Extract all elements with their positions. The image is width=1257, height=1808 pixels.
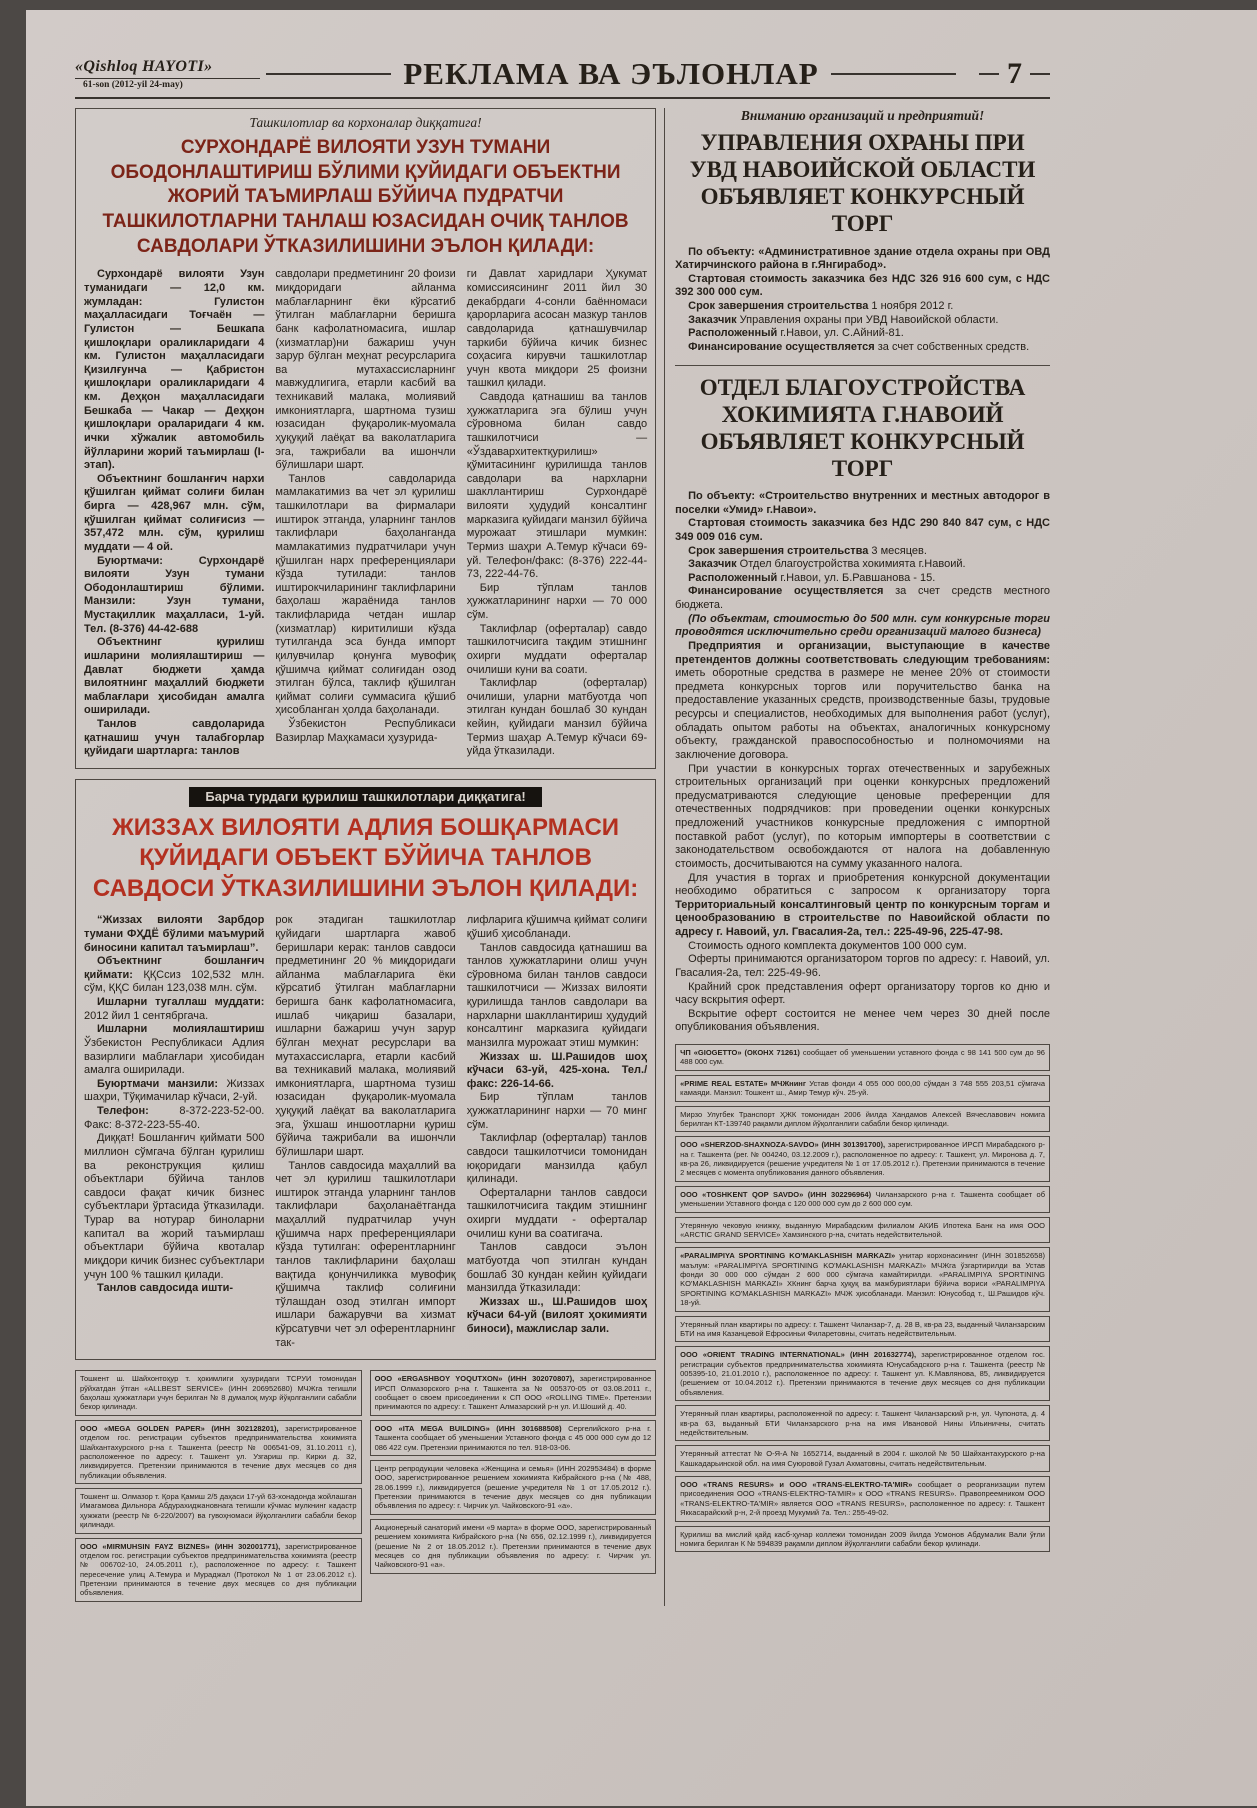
paragraph: Савдода қатнашиш ва танлов ҳужжатларига эга бўлиш учун сўровнома билан савдо ташкилотчиси — «Ўздавархитектқурилиш» қўмитасининг қурилишда танлов савдолари ва нархларни шакллантириш Сурхондарё вилояти ҳудудий консалтинг марказига қуйидаги манзил бўйича мурожаат этишлари мумкин: Термиз шаҳри А.Темур кўчаси 69-уй. Телефон/факс: (8-376) 222-44-73, 222-44-76. [466,391,648,581]
paragraph: Танлов савдоларида қатнашиш учун талабгорлар қуйидаги шартларга: танлов [84,718,265,758]
paragraph: По объекту: «Административное здание отдела охраны при ОВД Хатирчинского района в г.Янгирабод». [675,245,1050,272]
right-column [664,108,1050,1606]
ad-lead: ООО «SHERZOD-SHAXNOZA-SAVDO» (ИНН 301391700), [680,1140,888,1150]
newspaper-page [26,10,1257,1806]
article-body [675,490,1050,1035]
paragraph: Финансирование осуществляется за счет средств местного бюджета. [675,585,1050,611]
paragraph: Танлов савдосида ишти- [97,1282,234,1295]
paragraph-lead: Расположенный [688,571,781,584]
page-header [75,56,1050,99]
paragraph: Стоимость одного комплекта документов 100 000 сум. [688,939,967,952]
paragraph: Таклифлар (оферталар) танлов савдоси ташкилотчиси томонидан юқоридаги манзилда қабул қилинади. [466,1132,648,1186]
paragraph: Жиззах ш. Ш.Рашидов шоҳ кўчаси 63-уй, 425-хона. Тел./факс: 226-14-66. [466,1050,648,1090]
article-jizzax-tender [75,779,656,1360]
ad-lead: «PRIME REAL ESTATE» МЧЖнинг [680,1078,810,1088]
paragraph-lead: Расположенный [688,327,781,340]
paragraph: Диққат! Бошланғич қиймати 500 миллион сўмгача бўлган қурилиш ва реконструкция қилиш объектлари бўйича танлов савдоси фақат кичик бизнес субъектлари ўртасида ўтказилади. Турар ва нотурар биноларни капитал ва жорий таъмирлаш объектлари бўйича квоталар миқдори кичик бизнес субъектлари учун 100 % ташкил қилади. [84,1132,265,1281]
paragraph: Объектнинг бошланғич нархи қўшилган қиймат солиғи билан бирга — 428,967 млн. сўм, қўшилган қиймат солиғисиз — 357,472 млн. сўм, қурилиш муддати — 4 ой. [84,472,265,553]
text-column-2 [275,268,455,759]
paragraph: Бир тўплам танлов ҳужжатларининг нархи — 70 000 сўм. [466,581,648,622]
paragraph: Танлов савдосида маҳаллий ва чет эл қурилиш ташкилотлари иштирок этганда уларнинг танлов таклифлари баҳоланаётганда маҳаллий пудратчилар учун қўшимча нарх преференциялари кўзда тутилган: оферентларнинг танлов таклифларини баҳолаш вақтида қонунчиликка мувофиқ қўшимча таклиф солиғини тўлашдан озод этилган импорт ишлари бажарувчи ва хизмат кўрсатувчи чет эл оферентларнинг так- [275,1159,456,1349]
paragraph: Таклифлар (оферталар) очилиши, уларни матбуотда чоп этилган кундан бошлаб 30 кундан кейин, қуйидаги манзил бўйича Термиз шаҳар А.Темур кўчаси 69-уйда ўтказилади. [466,677,648,758]
paragraph: Оферты принимаются организатором торгов по адресу: г. Навоий, ул. Гвасалия-2а, тел: 225-49-96. [675,953,1050,979]
classified-ad: Утерянную чековую книжку, выданную Мирабадским филиалом АКИБ Ипотека Банк на имя ООО «ARCTIC GRAND SERVICE» Хамзинского р-на, считать недействительной. [675,1217,1050,1244]
paragraph: Оферталарни танлов савдоси ташкилотчисига тақдим этишнинг охирги муддати - оферталар очилиш куни ва соатигача. [466,1186,648,1240]
classified-ad: «PRIME REAL ESTATE» МЧЖнинг Устав фонди 4 055 000 000,00 сўмдан 3 748 555 203,51 сўмгача камаяди. Манзил: Тошкент ш., Амир Темур кўч. 25-уй. [675,1075,1050,1102]
section-divider [675,365,1050,366]
paragraph: Вскрытие оферт состоится не менее чем через 30 дней после опубликования объявления. [675,1007,1050,1034]
paragraph: Танлов савдоси эълон матбуотда чоп этилган кундан бошлаб 30 кундан кейин қуйидаги манзилда ўтказилади: [466,1241,648,1295]
classified-ad: Қурилиш ва мислий қайд касб-ҳунар коллежи томонидан 2009 йилда Усмонов Абдумалик Вали ўғли номига берилган К № 594839 рақамли диплом йўқолганлиги сабабли бекор қилинади. [675,1526,1050,1553]
article-notice-ru: Вниманию организаций и предприятий! [740,108,985,123]
classifieds-column-2 [370,1370,657,1606]
classified-ad: ООО «MIRMUHSIN FAYZ BIZNES» (ИНН 302001771), зарегистрированное отделом гос. регистрации субъектов предпринимательства хокимията (реестр № 006702-10, 24.05.2011 г.), расположенное по адресу: г. Ташкент пересечение улиц А.Темура и Мураджал (Протокол № 1 от 23.06.2012 г.). Претензии принимаются в течение двух месяцев со дня публикации объявления. [75,1538,362,1602]
article-body [84,914,647,1350]
classified-ad: Мирзо Улугбек Транспорт ҲЖК томонидан 2006 йилда Хандамов Алексей Вячеславович номига берилган КТ-139740 рақамли диплом йўқолганлиги сабабли бекор қилинади. [675,1106,1050,1133]
classified-ad: Утерянный аттестат № О-Я-А № 1652714, выданный в 2004 г. школой № 50 Шайхантахурского р-на Кашкадарьинской обл. на имя Суюровой Гузал Ахматовны, считать недействительным. [675,1445,1050,1472]
article-notice: Ташкилотлар ва корхоналар диққатига! [249,115,482,130]
article-title: ЖИЗЗАХ ВИЛОЯТИ АДЛИЯ БОШҚАРМАСИ ҚУЙИДАГИ ОБЪЕКТ БЎЙИЧА ТАНЛОВ САВДОСИ ЎТКАЗИЛИШИНИ ЭЪЛОН ҚИЛАДИ: [92,813,639,902]
classified-ad: ООО «ORIENT TRADING INTERNATIONAL» (ИНН 201632774), зарегистрированное отделом гос. регистрации субъектов предпринимательства хокимията Юнусабадского р-на г. Ташкента (реестр № 005395-10, 21.01.2010 г.), расположенное по адресу: г. Ташкент ул. К.Мавлянова, 85, ликвидируется (решением от 10.04.2012 г.). Претензии принимаются в течение двух месяцев со дня публикации объявления. [675,1346,1050,1401]
paragraph: Для участия в торгах и приобретения конкурсной документации необходимо обратиться с запросом к организатору торга Территориальный консалтинговый центр по конкурсным торгам и ценообразованию в строительстве по Навоийской области по адресу г. Навоий, ул. Гвасалия-2а, тел.: 225-49-96, 225-47-98. [675,871,1050,938]
paragraph: Предприятия и организации, выступающие в качестве претендентов должны соответствовать следующим требованиям: иметь оборотные средства в размере не менее 20% от стоимости предмета конкурсных торгов или поручительство банка на предоставление указанных средств, производственные базы, трудовые ресурсы и специалистов, необходимых для выполнения работ (услуг), обладать опытом работы на объектах, аналогичных конкурсному объекту, гражданской правоспособностью и полномочиями на заключение договора. [675,639,1050,761]
paragraph: Ишларни молиялаштириш Ўзбекистон Республикаси Адлия вазирлиги маблағлари ҳисобидан амалга оширилади. [84,1023,265,1077]
paragraph: Крайний срок представления оферт организатору торгов ко дню и часу вскрытия оферт. [675,980,1050,1007]
classified-ad: ООО «TRANS RESURS» и ООО «TRANS-ELEKTRO-TA'MIR» сообщает о реорганизации путем присоединения ООО «TRANS-ELEKTRO-TA'MIR» к ООО «TRANS RESURS». Правопреемником ООО «TRANS-ELEKTRO-TA'MIR» является ООО «TRANS RESURS», расположенное по адресу: г. Ташкент Яккасарайский р-н, 2-й проезд Мукумий 7а. Тел.: 255-49-02. [675,1476,1050,1522]
article-blagoustroystvo [675,374,1050,1036]
classifieds-column-1 [75,1370,362,1606]
section-title: РЕКЛАМА ВА ЭЪЛОНЛАР [403,56,819,91]
paragraph: Заказчик Отдел благоустройства хокимията г.Навоий. [688,558,966,571]
paragraph-lead: Заказчик [688,558,740,571]
article-title: СУРХОНДАРЁ ВИЛОЯТИ УЗУН ТУМАНИ ОБОДОНЛАШТИРИШ БЎЛИМИ ҚУЙИДАГИ ОБЪЕКТНИ ЖОРИЙ ТАЪМИРЛАШ БЎЙИЧА ПУДРАТЧИ ТАШКИЛОТЛАРНИ ТАНЛАШ ЮЗАСИДАН ОЧИҚ ТАНЛОВ САВДОЛАРИ ЎТКАЗИЛИШИНИ ЭЪЛОН ҚИЛАДИ: [102,137,629,257]
paragraph: лифларига қўшимча қиймат солиғи қўшиб ҳисобланади. [466,914,648,940]
paragraph: Финансирование осуществляется за счет собственных средств. [688,340,1030,353]
paragraph: Буюртмачи: Сурхондарё вилояти Узун тумани Ободонлаштириш бўлими. Манзили: Узун тумани, Мустақиллик маҳалласи, 1-уй. Тел. (8-376) 44-42-688 [84,554,265,635]
header-rule-left [266,73,391,75]
masthead-right [962,57,1050,91]
classified-ad: Акционерный санаторий имени «9 марта» в форме ООО, зарегистрированный решением хокимията Кибрайского р-на (№ 656, 02.12.1999 г.), ликвидируется (решение № 2 от 18.05.2012 г.). Претензии принимаются в течение двух месяцев со дня публикации объявления по адресу: г. Чирчик ул. Чайковского-91 «а». [370,1519,657,1574]
classified-ad: Тошкент ш. Шайхонтоҳур т. ҳокимлиги ҳузуридаги ТСРУИ томонидан рўйхатдан ўтган «ALLBEST SERVICE» (ИНН 206952680) МЧЖга тегишли баҳолаш ҳужжатлари учун берилган № 8 думалоқ муҳр йўқолганлиги сабабли бекор қилинади. [75,1370,362,1416]
masthead-left [75,58,260,90]
classified-ad: Утерянный план квартиры по адресу: г. Ташкент Чиланзар-7, д. 28 В, кв-ра 23, выданный Чиланзарским БТИ на имя Казанцевой Ефросиньи Филаретовны, считать недействительным. [675,1316,1050,1343]
paragraph: Расположенный г.Навои, ул. С.Айний-81. [688,327,904,340]
ad-lead: ООО «TOSHKENT QOP SAVDO» (ИНН 302296964) [680,1189,876,1199]
ad-lead: ООО «ERGASHBOY YOQUTXON» (ИНН 302070807), [374,1374,580,1384]
paragraph: Объектнинг қурилиш ишларини молиялаштириш — Давлат бюджети ҳамда вилоятнинг маҳаллий бюджети маблағлари ҳисобидан амалга оширилади. [84,636,265,717]
article-title: ОТДЕЛ БЛАГОУСТРОЙСТВА ХОКИМИЯТА Г.НАВОИЙ ОБЪЯВЛЯЕТ КОНКУРСНЫЙ ТОРГ [699,374,1026,481]
article-body [84,268,647,759]
page-number: 7 [1007,57,1022,90]
paragraph-lead: Ишларни молиялаштириш [97,1023,265,1036]
ad-lead: ООО «ITA MEGA BUILDING» (ИНН 301688508) [374,1423,569,1433]
paragraph: рок этадиган ташкилотлар қуйидаги шартларга жавоб беришлари керак: танлов савдоси предметининг 20 % миқдоридаги айланма маблағларига ёки кўрсатиб ўтилган маблағларни беришга банк кафолатномасига, ишлаб чиқариш базалари, ишларни бажариш учун зарур бўлган меҳнат ресурслари ва мутахассисларга, етарли касбий ва техникавий малака, молиявий имкониятларга, шартнома тузиш юзасидан фуқаролик-муомала ҳуқуқий лаёқат ва ваколатларига эга, ўхшаш иншоотларни қуриш бўйича тажрибали ва ишончли бўлишлари шарт. [275,914,456,1158]
paragraph: Срок завершения строительства 3 месяцев. [688,544,927,557]
ad-lead: ООО «ORIENT TRADING INTERNATIONAL» (ИНН 201632774), [680,1350,922,1360]
ad-lead: ООО «MEGA GOLDEN PAPER» (ИНН 302128201), [80,1423,286,1433]
paragraph-lead: Срок завершения строительства [688,300,872,312]
text-column-2 [275,914,455,1350]
paragraph: Стартовая стоимость заказчика без НДС 326 916 600 сум, с НДС 392 300 000 сум. [675,272,1050,299]
classified-ad: ООО «TOSHKENT QOP SAVDO» (ИНН 302296964) Чиланзарского р-на г. Ташкента сообщает об уменьшении Уставного фонда с 120 000 000 сум до 2 600 000 сум. [675,1186,1050,1213]
paragraph: Стартовая стоимость заказчика без НДС 290 840 847 сум, с НДС 349 009 016 сум. [675,517,1050,543]
attention-banner: Барча турдаги қурилиш ташкилотлари диққатига! [189,787,541,807]
classified-ad: «PARALIMPIYA SPORTINING KO'MAKLASHISH MARKAZI» унитар корхонасининг (ИНН 301852658) маълум: «PARALIMPIYA SPORTINING KO'MAKLASHISH MARKAZI» МЧЖга ўзгартирилди ва Устав фонди 30 000 000 сўмдан 2 600 000 сўмгача камайтирилди. «PARALIMPIYA SPORTINING KO'MAKLASHISH MARKAZI» ХКнинг барча ҳуқуқ ва мажбуриятлари бўйича вориси «PARALIMPIYA SPORTINING KO'MAKLASHISH MARKAZI» МЧЖ ҳисобланади. Манзил: Юнусобод т., Ш.Рашидов кўч. 18-уй. [675,1247,1050,1311]
paragraph: ги Давлат харидлари Ҳукумат комиссиясининг 2011 йил 30 декабрдаги 4-сонли баённомаси қарорларига асосан мазкур танлов савдоларида қатнашувчилар таркиби бўйича кичик бизнес соҳасига кирувчи ташкилотлар учун квота миқдори 25 фоизни ташкил қилади. [466,268,648,390]
paragraph-lead: Предприятия и организации, выступающие в качестве претендентов должны соответствовать следующим требованиям: [675,639,1050,666]
classified-ad: ООО «ERGASHBOY YOQUTXON» (ИНН 302070807), зарегистрированное ИРСП Олмазорского р-на г. Ташкента за № 005370-05 от 03.08.2011 г., сообщает о своем присоединении к СП ООО «ROLLING TIME». Претензии принимаются по адресу: г. Ташкент Алмазарский р-н ул. И.Шоший д. 40. [370,1370,657,1416]
paper-name: «Qishloq HAYOTI» [75,58,213,75]
classified-ad: Тошкент ш. Олмазор т. Қора Қамиш 2/5 даҳаси 17-уй 63-хонадонда жойлашган Имагамова Дильнора Абдурахиджановнага тегишли кўчмас мулкнинг кадастр ҳужжати (реестр № 6-220/2007) ва гувоҳномаси йўқолганлиги сабабли бекор қилинади. [75,1488,362,1534]
paragraph-lead: Заказчик [688,313,740,326]
paragraph: Ишларни тугаллаш муддати: 2012 йил 1 сентябргача. [84,996,265,1022]
paragraph: Заказчик Управления охраны при УВД Навоийской области. [688,313,999,326]
paragraph-lead: Буюртмачи манзили: [97,1077,227,1090]
pagenum-rule-right [1030,73,1050,75]
paragraph: Телефон: 8-372-223-52-00. Факс: 8-372-223-55-40. [84,1105,265,1131]
paragraph: Таклифлар (оферталар) савдо ташкилотчисига тақдим этишнинг охирги муддати оферталар очилиши куни ва соати. [466,622,648,676]
paragraph: Танлов савдоларида мамлакатимиз ва чет эл қурилиш ташкилотлари ва фирмалари иштирок этганда, уларнинг танлов таклифлари баҳоланганда мамлакатимиз пудратчилари учун қўшилган нарх преференциялари кўзда тутилади: танлов иштирокчиларининг таклифларини баҳолаш жараёнида танлов таклифларида четдан ишлар (хизматлар) киритилиши кўзда тутилганда эса бунда импорт қилувчилар қонунга мувофиқ қўшимча қиймат солиғидан озод этилган бўлса, таклиф қўшилган қиймат солиғи суммасига қўшиб ҳисобланган ҳолда баҳоланади. [275,472,456,717]
paragraph-lead: Финансирование осуществляется [688,585,896,598]
left-column [75,108,656,1606]
paragraph: Ўзбекистон Республикаси Вазирлар Маҳкамаси ҳузурида- [275,718,456,744]
paragraph-lead: Объектнинг бошланғич қиймати: [84,955,265,981]
classified-ad: Центр репродукции человека «Женщина и семья» (ИНН 202953484) в форме ООО, зарегистрированное решением хокимията Кибрайского р-на (№ 488, 28.06.1999 г.), ликвидируется (решение учредителя № 1 от 17.05.2012 г.). Претензии принимаются в течение двух месяцев со дня публикации объявления по адресу: г. Чирчик ул. Чайковского-91 «а». [370,1460,657,1515]
paragraph-lead: Телефон: [97,1105,180,1118]
paragraph: Жиззах ш., Ш.Рашидов шоҳ кўчаси 64-уй (вилоят ҳокимияти биноси), мажлислар зали. [466,1295,648,1336]
classified-ad: ООО «ITA MEGA BUILDING» (ИНН 301688508) Сергелийского р-на г. Ташкента сообщает об уменьшении Уставного фонда с 45 000 000 сум до 12 086 422 сум. Претензии принимаются по тел. 918-03-06. [370,1420,657,1456]
ad-lead: ООО «TRANS RESURS» и ООО «TRANS-ELEKTRO-TA'MIR» [680,1480,918,1489]
text-column-1 [84,914,264,1350]
paragraph: “Жиззах вилояти Зарбдор тумани ФҲДЁ бўлими маъмурий биносини капитал таъмирлаш”. [84,914,265,954]
article-uvd-okhrana [675,129,1050,355]
article-title: УПРАВЛЕНИЯ ОХРАНЫ ПРИ УВД НАВОИЙСКОЙ ОБЛАСТИ ОБЪЯВЛЯЕТ КОНКУРСНЫЙ ТОРГ [689,130,1036,237]
paragraph: Танлов савдосида қатнашиш ва танлов ҳужжатларини олиш учун сўровнома билан танлов савдоси ташкилотчиси — Жиззах вилояти қурилишда танлов савдолари ва нархларни шакллантириш ҳудудий консалтинг марказига қуйидаги манзилга мурожаат этиш мумкин: [466,941,648,1049]
pagenum-rule-left [979,73,999,75]
paragraph-lead: Финансирование осуществляется [688,340,878,353]
classified-ad: Утерянный план квартиры, расположенной по адресу: г. Ташкент Чиланзарский р-н, ул. Чупонота, д. 4 кв-ра 63, выданный БТИ Чиланзарского р-на на имя Ивановой Нины Ильиничны, считать недействительным. [675,1405,1050,1441]
paragraph: При участии в конкурсных торгах отечественных и зарубежных строительных организаций при оценки конкурсных предложений предусматриваются следующие ценовые преференции для отечественных подрядчиков: при проведении оценки конкурсных предложений участников конкурсные предложения с импортной поставкой работ (услуг), по которым импортеры в соответствии с законодательством освобождаются от налога на добавленную стоимость, досчитываются на сумму указанного налога. [675,762,1050,870]
text-column-1 [84,268,264,759]
text-column-3 [467,268,647,759]
paragraph-tail: Территориальный консалтинговый центр по конкурсным торгам и ценообразованию в строительстве по Навоийской области по адресу г. Навоий, ул. Гвасалия-2а, тел.: 225-49-96, 225-47-98. [675,898,1050,938]
paragraph: По объекту: «Строительство внутренних и местных автодорог в поселки «Умид» г.Навои». [675,490,1050,516]
ad-lead: «PARALIMPIYA SPORTINING KO'MAKLASHISH MARKAZI» [680,1251,900,1261]
classified-ad: ООО «MEGA GOLDEN PAPER» (ИНН 302128201), зарегистрированное отделом гос. регистрации субъектов предпринимательства хокимията Шайхантахурского р-на г. Ташкента (реестр № 006541-09, 31.10.2011 г.), расположенное по адресу: г. Ташкент ул. Узгариш пр. Кирки д. 32, ликвидируется. Претензии принимаются в течение двух месяцев со дня публикации объявления. [75,1420,362,1484]
article-body [675,246,1050,355]
classified-ad: ЧП «GIOGETTO» (ОКОНХ 71261) сообщает об уменьшении уставного фонда с 98 141 500 сум до 96 488 000 сум. [675,1044,1050,1071]
content-grid [75,108,1050,1606]
issue-info: 61-son (2012-yil 24-may) [75,78,260,90]
paragraph-lead: Срок завершения строительства [688,544,872,557]
paragraph: Сурхондарё вилояти Узун туманидаги — 12,0 км. жумладан: Гулистон маҳалласидаги Тоғчаён — Гулистон — Бешкапа қишлоқлари ораликларидаги 4 км. Гулистон маҳалласидаги Қизилғунча — Қабристон қишлоқлари ораликларидаги 4 км. Деҳқон маҳалласидаги Бешкаба — Чакар — Деҳқон қишлоқлари ораларидаги 4 км. ички хўжалик автомобиль йўлларини жорий таъмирлаш (I-этап). [84,268,265,472]
ad-lead: ООО «MIRMUHSIN FAYZ BIZNES» (ИНН 302001771), [80,1541,286,1551]
classified-ad: ООО «SHERZOD-SHAXNOZA-SAVDO» (ИНН 301391700), зарегистрированное ИРСП Мирабадского р-на г. Ташкента (рег. № 004240, 03.12.2009 г.), расположенное по адресу: г. Ташкент, ул. Миронова д. 7, кв-ра 26, ликвидируется (решение учредителя № 1 от 17.05.2012 г.). Претензии принимаются в течение 2 месяцев с момента опубликования данного объявления. [675,1136,1050,1182]
ad-lead: ЧП «GIOGETTO» (ОКОНХ 71261) [680,1048,803,1057]
classifieds-bottom-left [75,1370,656,1606]
paragraph: (По объектам, стоимостью до 500 млн. сум конкурсные торги проводятся исключительно среди организаций малого бизнеса) [675,612,1050,639]
paragraph: Расположенный г.Навои, ул. Б.Равшанова - 15. [688,571,936,584]
text-column-3 [467,914,647,1350]
paragraph: савдолари предметининг 20 фоизи миқдоридаги айланма маблағларнинг ёки кўрсатиб ўтилган маблағларни беришга банк кафолатномасига, ишлар (хизматлар)ни бажариш учун зарур бўлган меҳнат ресурсларига ва мутахассисларнинг мавжудлигига, етарли касбий ва техникавий малака, молиявий имкониятларга, шартнома тузиш юзасидан фуқаролик-муомала ҳуқуқий лаёқат ва ваколатларига эга, тажрибали ва ишончли бўлишлари шарт. [275,268,456,472]
masthead-center [260,56,962,92]
paragraph: Буюртмачи манзили: Жиззах шаҳри, Тўқимачилар кўчаси, 2-уй. [84,1077,265,1104]
article-surxondaryo-tender [75,108,656,769]
paragraph: Срок завершения строительства 1 ноября 2012 г. [688,300,954,312]
classifieds-right [675,1044,1050,1552]
banner-wrap [84,787,647,807]
header-rule-right [831,73,956,75]
paragraph: Бир тўплам танлов ҳужжатларининг нархи — 70 минг сўм. [466,1091,648,1131]
paragraph-lead: Ишларни тугаллаш муддати: [97,996,265,1009]
print-area [26,10,1050,1606]
paragraph: Объектнинг бошланғич қиймати: ҚҚСсиз 102,532 млн. сўм, ҚҚС билан 123,038 млн. сўм. [84,955,265,995]
